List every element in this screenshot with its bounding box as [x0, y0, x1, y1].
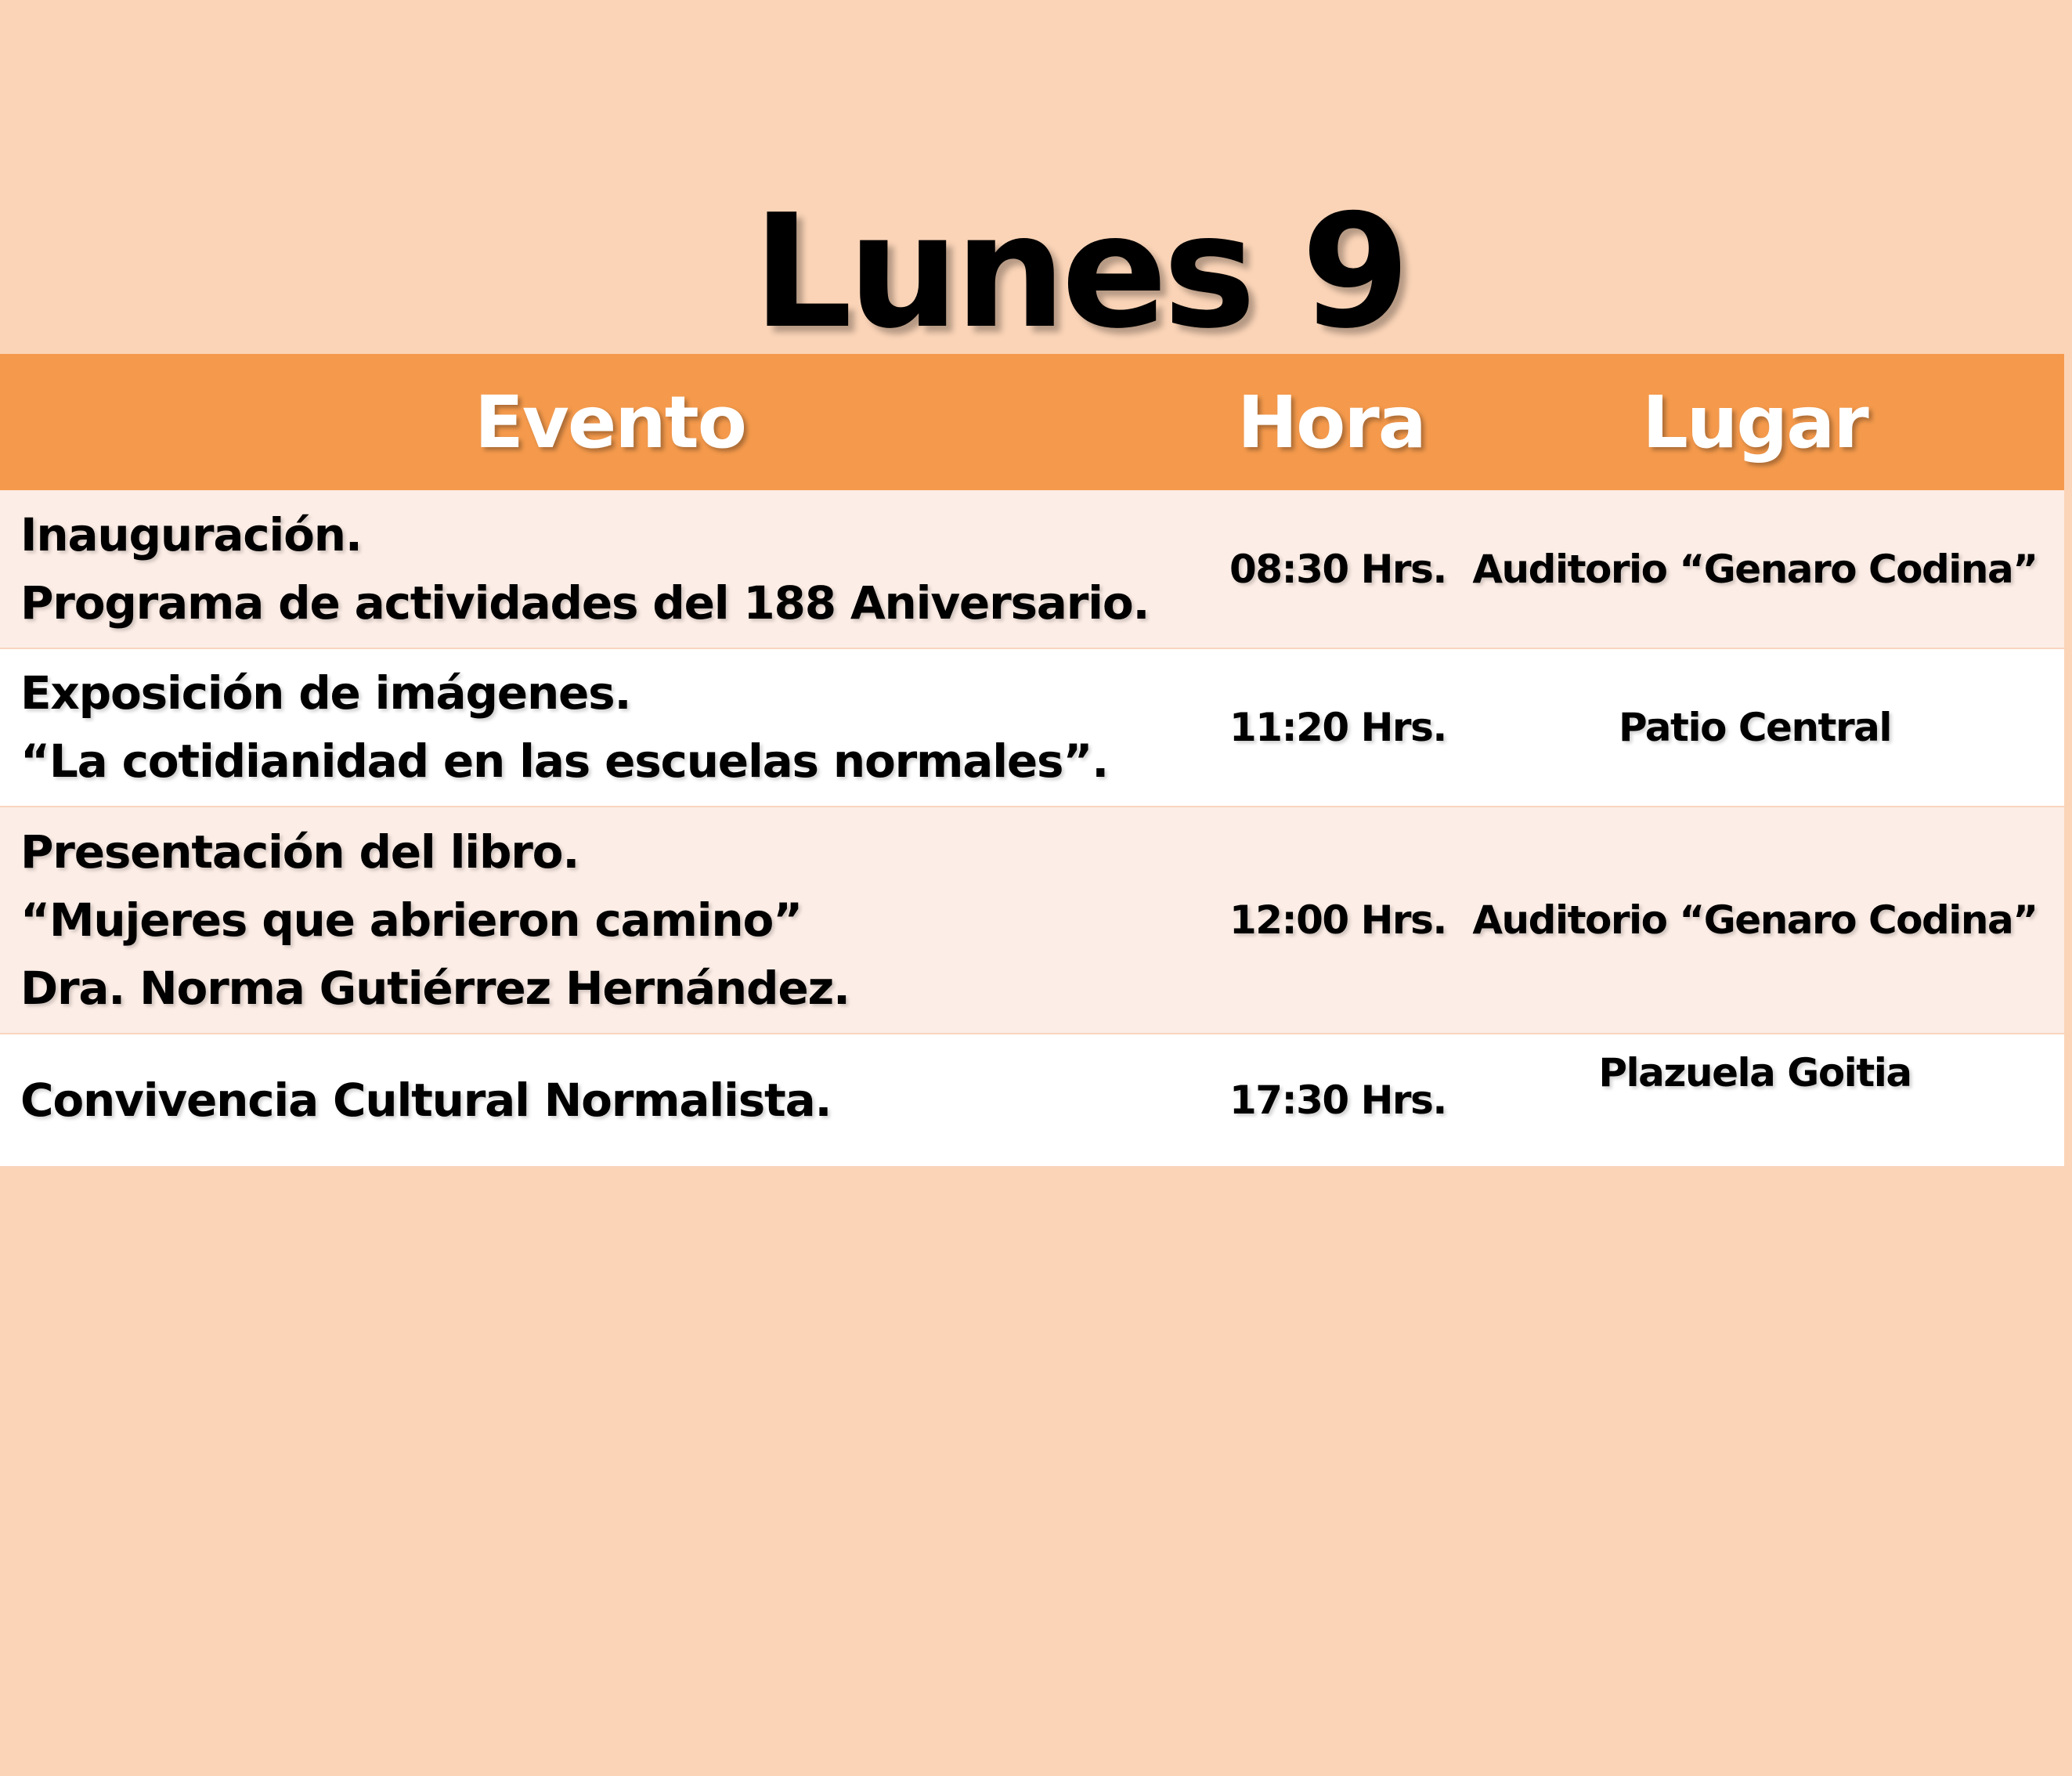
time-cell: 11:20 Hrs. — [1211, 648, 1446, 807]
column-header-evento: Evento — [475, 380, 745, 464]
table-row — [0, 1034, 2064, 1167]
event-line: “La cotidianidad en las escuelas normales”. — [20, 735, 1109, 788]
time-cell: 17:30 Hrs. — [1211, 1034, 1446, 1167]
event-cell — [0, 648, 1211, 807]
page-title: Lunes 9 — [753, 181, 1406, 363]
event-line: Convivencia Cultural Normalista. — [20, 1073, 832, 1127]
event-line: Exposición de imágenes. — [20, 666, 631, 720]
table-header-row — [0, 354, 2064, 490]
table-row — [0, 648, 2064, 807]
event-line: Dra. Norma Gutiérrez Hernández. — [20, 961, 850, 1015]
event-cell — [0, 807, 1211, 1034]
event-cell — [0, 1034, 1211, 1167]
schedule-table — [0, 354, 2064, 1168]
place-cell: Plazuela Goitia — [1446, 1034, 2064, 1167]
table-row — [0, 807, 2064, 1034]
place-cell: Auditorio “Genaro Codina” — [1446, 807, 2064, 1034]
time-cell: 08:30 Hrs. — [1211, 490, 1446, 648]
column-header-hora: Hora — [1237, 380, 1425, 464]
event-line: Inauguración. — [20, 507, 362, 561]
table-row — [0, 490, 2064, 648]
place-cell: Auditorio “Genaro Codina” — [1446, 490, 2064, 648]
event-line: “Mujeres que abrieron camino” — [20, 893, 803, 947]
column-header-lugar: Lugar — [1642, 380, 1868, 464]
time-cell: 12:00 Hrs. — [1211, 807, 1446, 1034]
event-line: Programa de actividades del 188 Aniversario. — [20, 576, 1150, 630]
event-cell — [0, 490, 1211, 648]
event-line: Presentación del libro. — [20, 825, 579, 879]
place-cell: Patio Central — [1446, 648, 2064, 807]
